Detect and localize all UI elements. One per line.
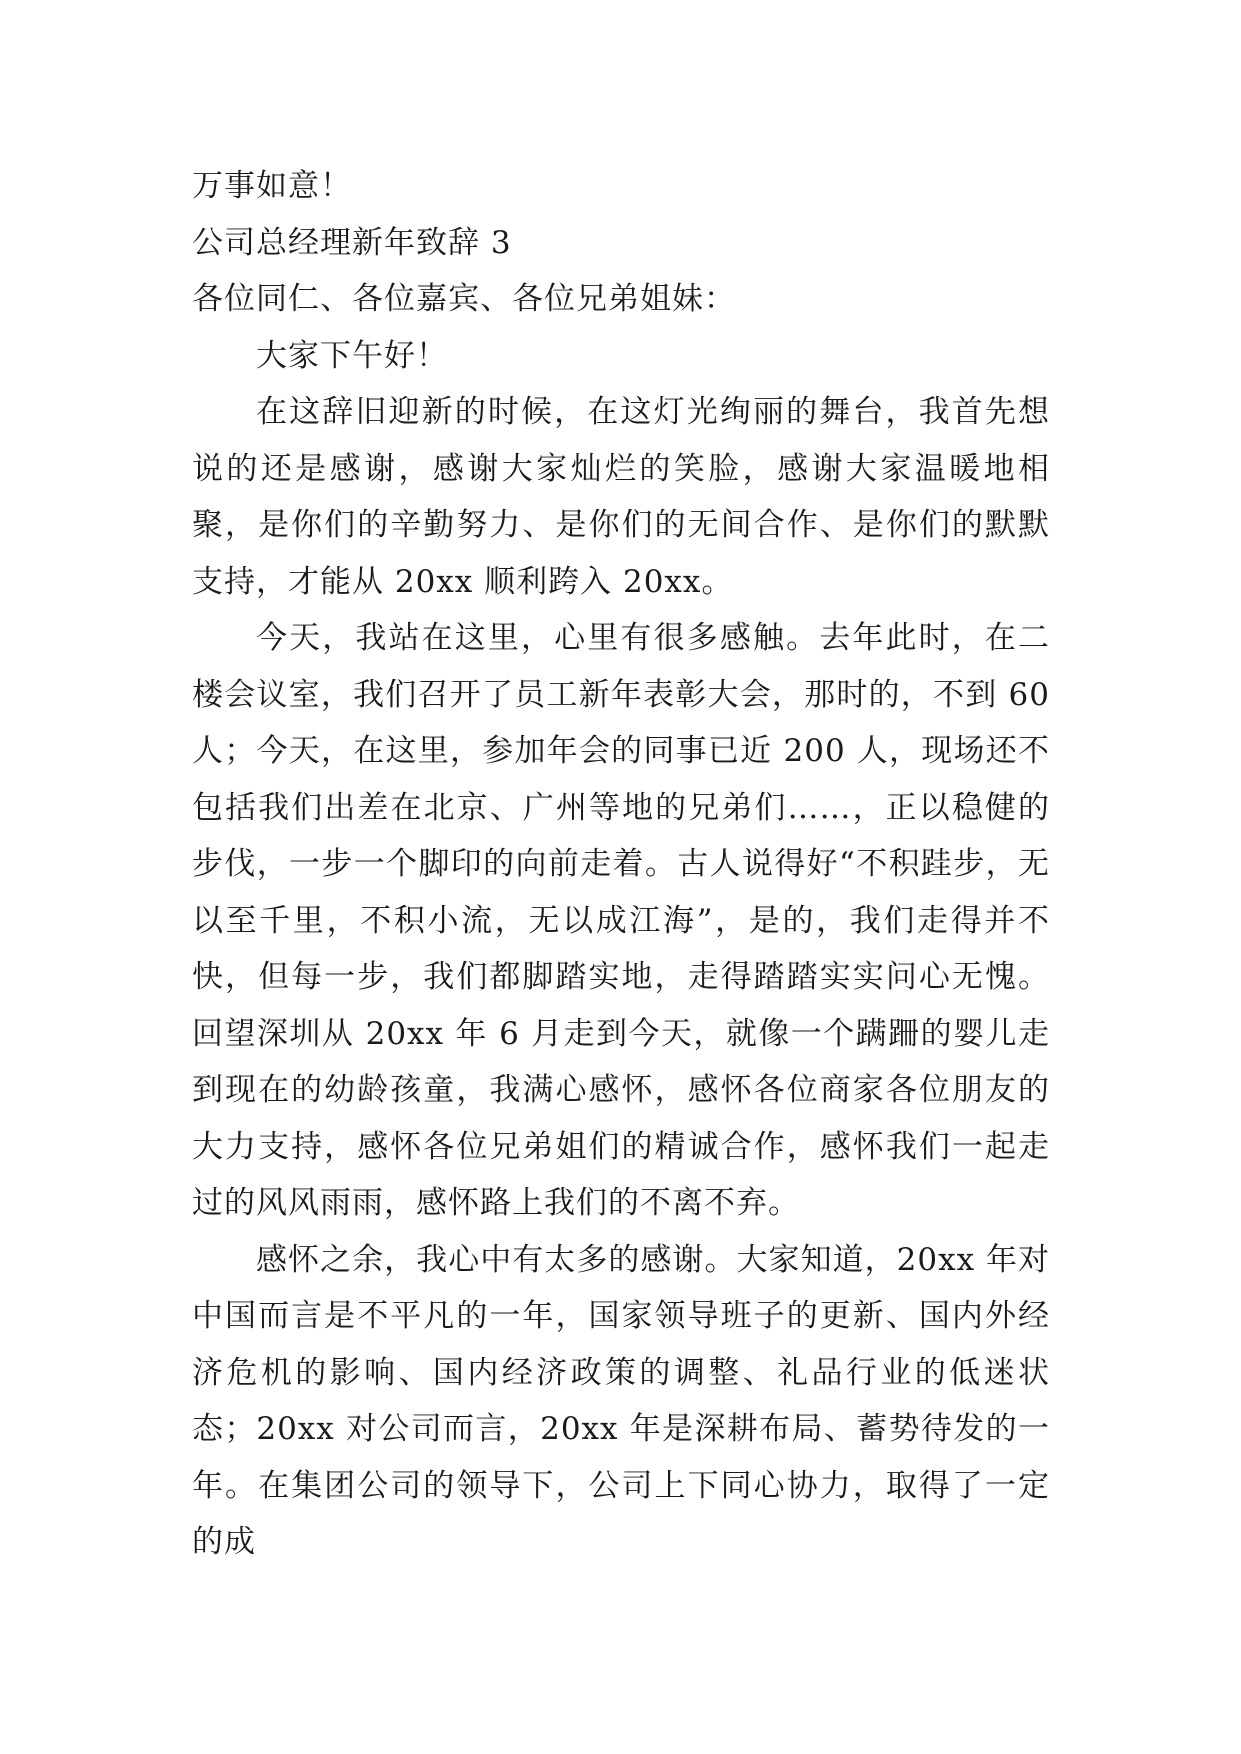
salutation: 各位同仁、各位嘉宾、各位兄弟姐妹： (192, 281, 736, 317)
closing-line: 万事如意！ (192, 168, 352, 204)
paragraph-reflection: 今天，我站在这里，心里有很多感触。去年此时，在二楼会议室，我们召开了员工新年表彰大会，那时的，不到 60 人；今天，在这里，参加年会的同事已近 200 人，现场还不包括我们出差在北京、广州等地的兄弟们……，正以稳健的步伐，一步一个脚印的向前走着。古人说得好“不积跬步，无以至千里，不积小流，无以成江海”，是的，我们走得并不快，但每一步，我们都脚踏实地，走得踏踏实实问心无愧。回望深圳从 20xx 年 6 月走到今天，就像一个蹒跚的婴儿走到现在的幼龄孩童，我满心感怀，感怀各位商家各位朋友的大力支持，感怀各位兄弟姐们的精诚合作，感怀我们一起走过的风风雨雨，感怀路上我们的不离不弃。 (192, 620, 1050, 1221)
speech-title: 公司总经理新年致辞 3 (192, 224, 512, 261)
paragraph-thanks: 感怀之余，我心中有太多的感谢。大家知道，20xx 年对中国而言是不平凡的一年，国家领导班子的更新、国内外经济危机的影响、国内经济政策的调整、礼品行业的低迷状态；20xx 对公司而言，20xx 年是深耕布局、蓄势待发的一年。在集团公司的领导下，公司上下同心协力，取得了一定的成 (192, 1241, 1050, 1560)
document-page (192, 158, 1050, 1571)
paragraph-gratitude: 在这辞旧迎新的时候，在这灯光绚丽的舞台，我首先想说的还是感谢，感谢大家灿烂的笑脸，感谢大家温暖地相聚，是你们的辛勤努力、是你们的无间合作、是你们的默默支持，才能从 20xx 顺利跨入 20xx。 (192, 394, 1050, 600)
greeting: 大家下午好！ (256, 337, 448, 374)
